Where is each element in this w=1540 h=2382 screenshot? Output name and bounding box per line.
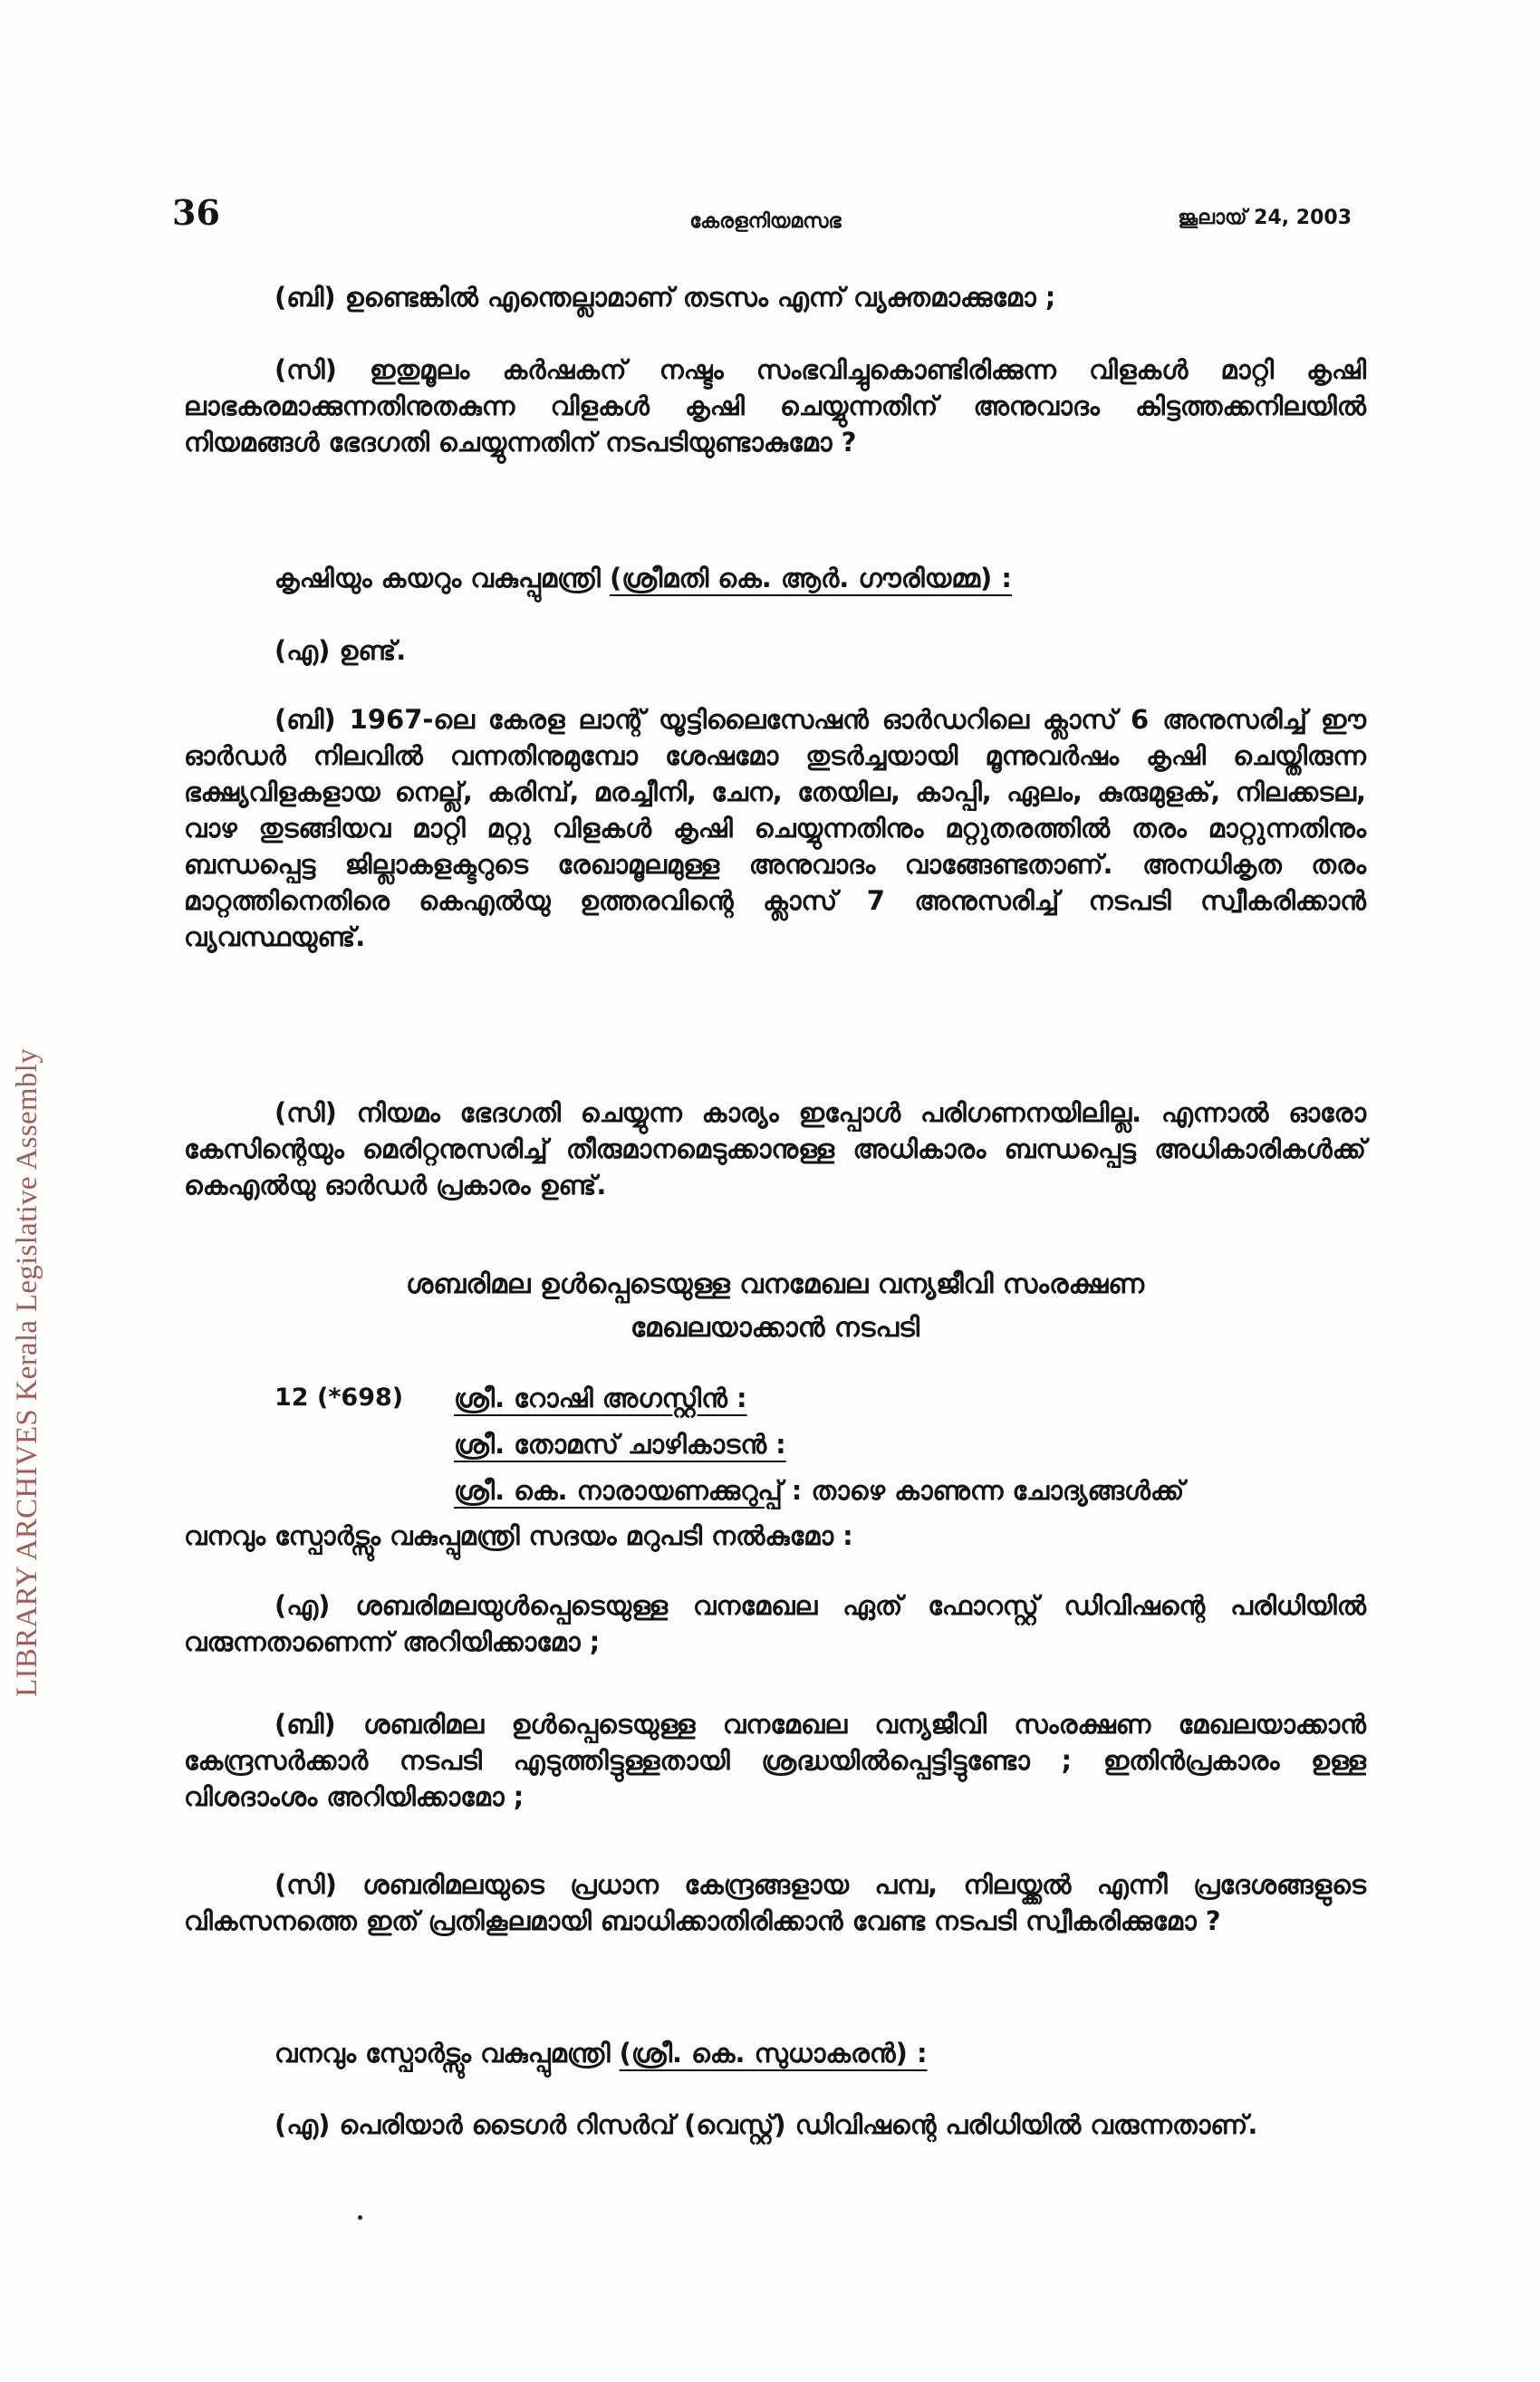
question-intro-line2: വനവും സ്പോർട്സും വകുപ്പുമന്ത്രി സദയം മറുപടി നൽകുമോ :	[184, 1520, 853, 1551]
page-header-date: ജൂലായ് 24, 2003	[1178, 207, 1352, 229]
member-name-3: ശ്രീ. കെ. നാരായണക്കുറുപ്പ്	[454, 1475, 783, 1506]
q11-c-question: (സി) ഇതുമൂലം കർഷകന് നഷ്ടം സംഭവിച്ചുകൊണ്ടിരിക്കുന്ന വിളകൾ മാറ്റി കൃഷി ലാഭകരമാക്കുന്നതിനുതകുന്ന വിളകൾ കൃഷി ചെയ്യുന്നതിന് അനുവാദം കിട്ടത്തക്കനിലയിൽ നിയമങ്ങൾ ഭേദഗതി ചെയ്യുന്നതിന് നടപടിയുണ്ടാകുമോ ?	[184, 354, 1366, 458]
minister-title: വനവും സ്പോർട്സും വകുപ്പുമന്ത്രി	[274, 2038, 620, 2069]
q11-a-answer: (എ) ഉണ്ട്.	[274, 635, 407, 666]
q12-minister-line	[184, 2035, 1457, 2071]
q12-a-question: (എ) ശബരിമലയുൾപ്പെടെയുള്ള വനമേഖല ഏത് ഫോറസ്റ്റ് ഡിവിഷന്റെ പരിധിയിൽ വരുന്നതാണെന്ന് അറിയിക്കാമോ ;	[184, 1590, 1366, 1657]
page-number: 36	[172, 192, 220, 233]
archive-watermark: LIBRARY ARCHIVES Kerala Legislative Assembly	[11, 1048, 43, 1697]
question-number: 12 (*698)	[274, 1384, 404, 1412]
member-line-3	[454, 1472, 1184, 1509]
page-header-title: കേരളനിയമസഭ	[689, 210, 842, 233]
member-name-1: ശ്രീ. റോഷി അഗസ്റ്റിൻ :	[454, 1383, 747, 1413]
minister-title: കൃഷിയും കയറും വകുപ്പുമന്ത്രി	[274, 563, 610, 593]
q12-heading-line2: മേഖലയാക്കാൻ നടപടി	[630, 1312, 920, 1344]
q11-minister-line	[184, 560, 1457, 596]
q12-b-question: (ബി) ശബരിമല ഉൾപ്പെടെയുള്ള വനമേഖല വന്യജീവി സംരക്ഷണ മേഖലയാക്കാൻ കേന്ദ്രസർക്കാർ നടപടി എടുത്തിട്ടുള്ളതായി ശ്രദ്ധയിൽപ്പെട്ടിട്ടുണ്ടോ ; ഇതിൻപ്രകാരം ഉള്ള വിശദാംശം അറിയിക്കാമോ ;	[184, 1709, 1366, 1812]
minister-name: (ശ്രീ. കെ. സുധാകരൻ) :	[619, 2038, 928, 2069]
q12-a-answer: (എ) പെരിയാർ ടൈഗർ റിസർവ് (വെസ്റ്റ്) ഡിവിഷന്റെ പരിധിയിൽ വരുന്നതാണ്.	[274, 2109, 1258, 2140]
q12-c-question: (സി) ശബരിമലയുടെ പ്രധാന കേന്ദ്രങ്ങളായ പമ്പ, നിലയ്ക്കൽ എന്നീ പ്രദേശങ്ങളുടെ വികസനത്തെ ഇത് പ്രതികൂലമായി ബാധിക്കാതിരിക്കാൻ വേണ്ട നടപടി സ്വീകരിക്കുമോ ?	[184, 1869, 1366, 1936]
q11-b-question: (ബി) ഉണ്ടെങ്കിൽ എന്തെല്ലാമാണ് തടസം എന്ന് വ്യക്തമാക്കുമോ ;	[274, 282, 1056, 313]
member-name-2: ശ്രീ. തോമസ് ചാഴികാടൻ :	[454, 1429, 786, 1460]
scan-speck	[358, 2215, 362, 2220]
q11-c-answer: (സി) നിയമം ഭേദഗതി ചെയ്യുന്ന കാര്യം ഇപ്പോൾ പരിഗണനയിലില്ല. എന്നാൽ ഓരോ കേസിന്റെയും മെരിറ്റനുസരിച്ച് തീരുമാനമെടുക്കാനുള്ള അധികാരം ബന്ധപ്പെട്ട അധികാരികൾക്ക് കെഎൽയു ഓർഡർ പ്രകാരം ഉണ്ട്.	[184, 1097, 1366, 1201]
question-intro: : താഴെ കാണുന്ന ചോദ്യങ്ങൾക്ക്	[782, 1475, 1185, 1506]
q11-b-answer: (ബി) 1967-ലെ കേരള ലാന്റ് യൂട്ടിലൈസേഷൻ ഓർഡറിലെ ക്ലാസ് 6 അനുസരിച്ച് ഈ ഓർഡർ നിലവിൽ വന്നതിനുമുമ്പോ ശേഷമോ തുടർച്ചയായി മൂന്നുവർഷം കൃഷി ചെയ്തിരുന്ന ഭക്ഷ്യവിളകളായ നെല്ല്, കരിമ്പ്, മരച്ചീനി, ചേന, തേയില, കാപ്പി, ഏലം, കുരുമുളക്, നിലക്കടല, വാഴ തുടങ്ങിയവ മാറ്റി മറ്റു വിളകൾ കൃഷി ചെയ്യുന്നതിനും മറ്റുതരത്തിൽ തരം മാറ്റുന്നതിനും ബന്ധപ്പെട്ട ജില്ലാകളക്ടറുടെ രേഖാമൂലമുള്ള അനുവാദം വാങ്ങേണ്ടതാണ്. അനധികൃത തരം മാറ്റത്തിനെതിരെ കെഎൽയു ഉത്തരവിന്റെ ക്ലാസ് 7 അനുസരിച്ച് നടപടി സ്വീകരിക്കാൻ വ്യവസ്ഥയുണ്ട്.	[184, 704, 1366, 952]
minister-name: (ശ്രീമതി കെ. ആർ. ഗൗരിയമ്മ) :	[609, 563, 1012, 593]
q12-heading-line1: ശബരിമല ഉൾപ്പെടെയുള്ള വനമേഖല വന്യജീവി സംരക്ഷണ	[405, 1268, 1145, 1300]
